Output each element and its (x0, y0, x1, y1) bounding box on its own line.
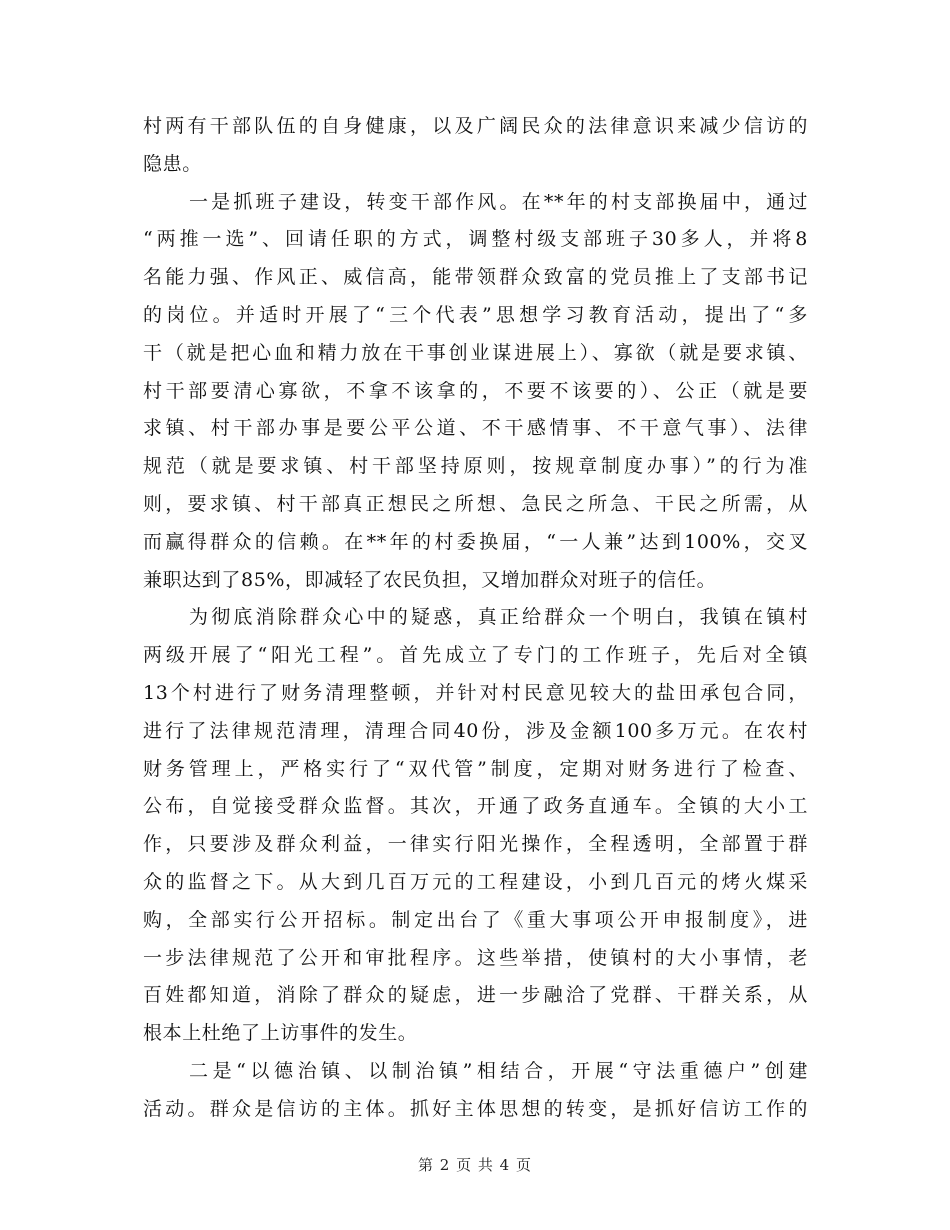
text-line: 众的监督之下。从大到几百万元的工程建设，小到几百元的烤火煤采 (143, 870, 808, 893)
text-line: 名能力强、作风正、威信高，能带领群众致富的党员推上了支部书记 (143, 266, 808, 289)
text-line: 一是抓班子建设，转变干部作风。在**年的村支部换届中，通过 (189, 190, 808, 213)
text-line: 活动。群众是信访的主体。抓好主体思想的转变，是抓好信访工作的 (143, 1097, 808, 1120)
text-line: 公布，自觉接受群众监督。其次，开通了政务直通车。全镇的大小工 (143, 795, 808, 818)
text-line: 而赢得群众的信赖。在**年的村委换届，“一人兼”达到100%，交叉 (143, 530, 808, 553)
text-line: 求镇、村干部办事是要公平公道、不干感情事、不干意气事）、法律 (143, 417, 808, 440)
text-line: 百姓都知道，消除了群众的疑虑，进一步融洽了党群、干群关系，从 (143, 984, 808, 1007)
text-line: 根本上杜绝了上访事件的发生。 (143, 1022, 418, 1045)
text-line: 村干部要清心寡欲，不拿不该拿的，不要不该要的）、公正（就是要 (143, 379, 808, 402)
text-line: 兼职达到了85%，即减轻了农民负担，又增加群众对班子的信任。 (143, 568, 717, 591)
text-line: 为彻底消除群众心中的疑惑，真正给群众一个明白，我镇在镇村 (189, 606, 808, 629)
text-line: 进行了法律规范清理，清理合同40份，涉及金额100多万元。在农村 (143, 719, 808, 742)
text-line: 13个村进行了财务清理整顿，并针对村民意见较大的盐田承包合同， (143, 681, 808, 704)
text-line: 购，全部实行公开招标。制定出台了《重大事项公开申报制度》，进 (143, 908, 808, 931)
text-line: 一步法律规范了公开和审批程序。这些举措，使镇村的大小事情，老 (143, 946, 808, 969)
text-line: 干（就是把心血和精力放在干事创业谋进展上）、寡欲（就是要求镇、 (143, 341, 808, 364)
text-line: 二是“以德治镇、以制治镇”相结合，开展“守法重德户”创建 (189, 1059, 808, 1082)
text-line: 则，要求镇、村干部真正想民之所想、急民之所急、干民之所需，从 (143, 492, 808, 515)
text-line: 财务管理上，严格实行了“双代管”制度，定期对财务进行了检查、 (143, 757, 808, 780)
page-number-footer: 第 2 页 共 4 页 (418, 1156, 532, 1174)
text-line: 作，只要涉及群众利益，一律实行阳光操作，全程透明，全部置于群 (143, 833, 808, 856)
text-line: “两推一选”、回请任职的方式，调整村级支部班子30多人，并将8 (143, 228, 808, 251)
body-text (143, 108, 808, 1129)
text-line: 隐患。 (143, 152, 202, 175)
text-line: 的岗位。并适时开展了“三个代表”思想学习教育活动，提出了“多 (143, 303, 808, 326)
text-line: 两级开展了“阳光工程”。首先成立了专门的工作班子，先后对全镇 (143, 644, 808, 667)
text-line: 村两有干部队伍的自身健康，以及广阔民众的法律意识来减少信访的 (143, 115, 808, 137)
text-line: 规范（就是要求镇、村干部坚持原则，按规章制度办事）”的行为准 (143, 455, 808, 478)
